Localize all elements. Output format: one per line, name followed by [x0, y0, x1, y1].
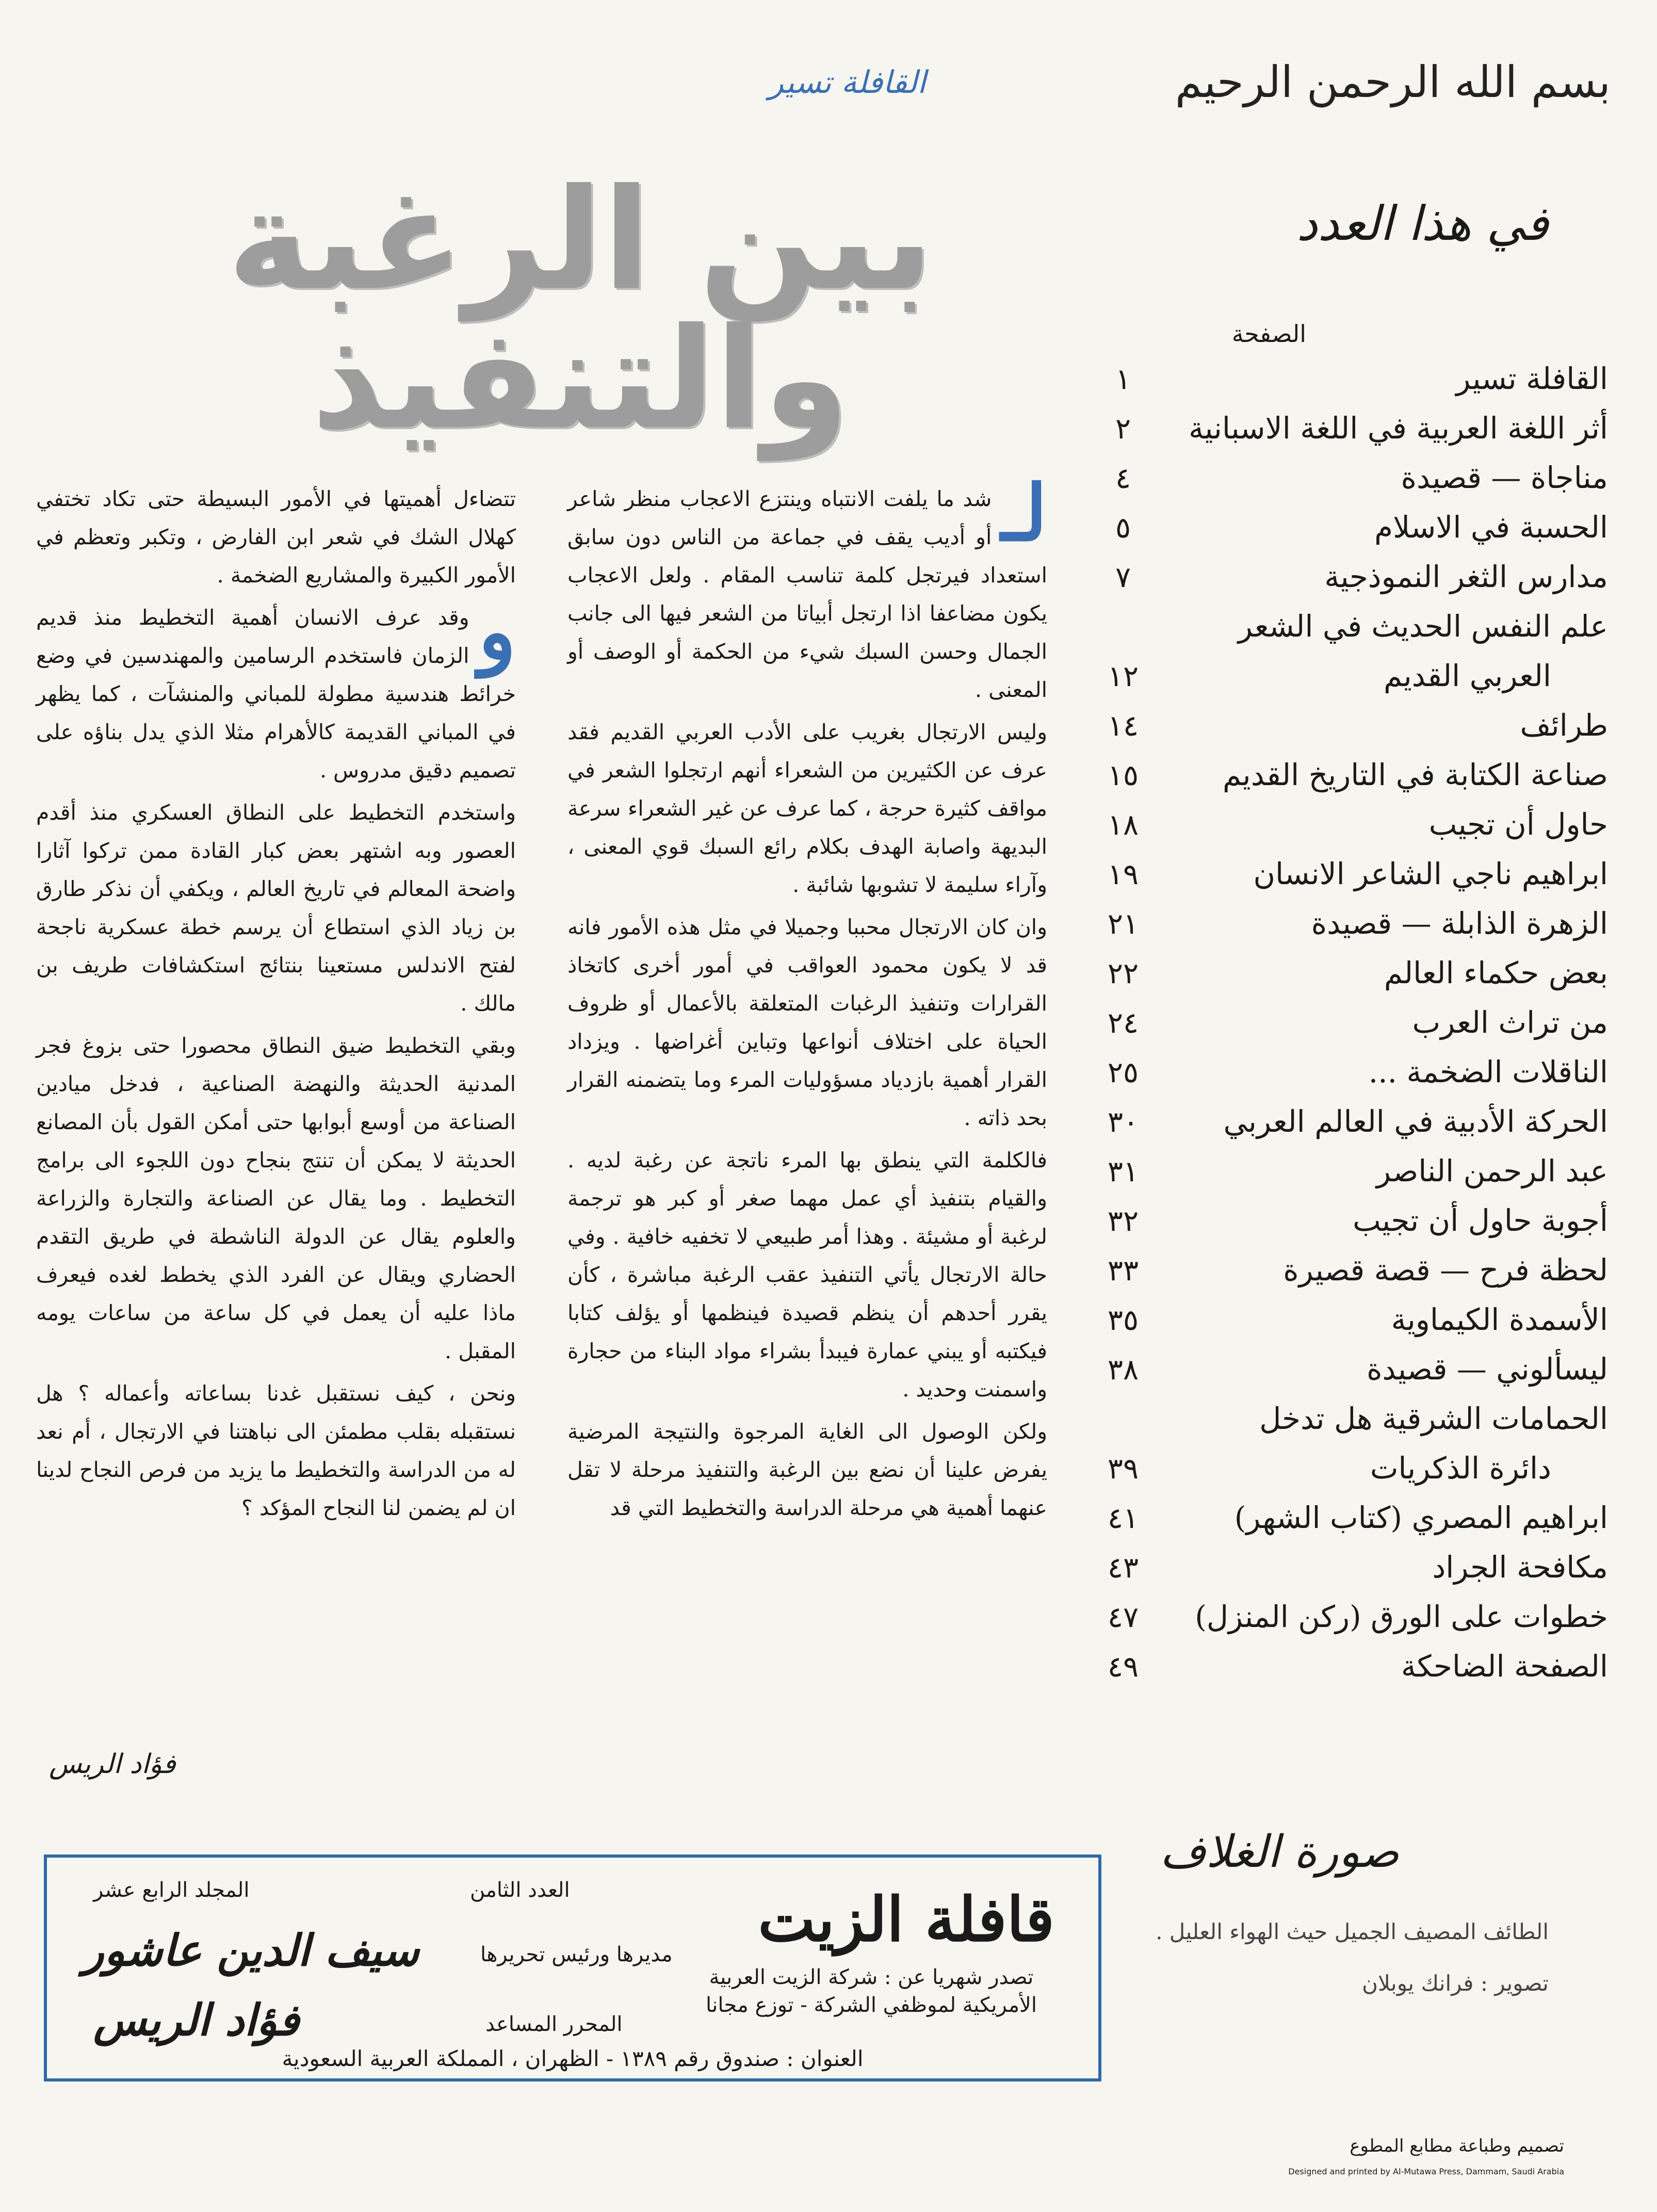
toc-item-page: ١٥ — [1107, 759, 1139, 792]
toc-item — [1087, 955, 1608, 1005]
toc-item-page: ١٩ — [1107, 858, 1139, 891]
toc-item-title: دائرة الذكريات — [1370, 1451, 1551, 1486]
toc-item-title: أثر اللغة العربية في اللغة الاسبانية — [1189, 411, 1608, 446]
toc-item-page: ٣٨ — [1107, 1353, 1139, 1387]
toc-item — [1087, 1104, 1608, 1153]
toc-item-page: ٧ — [1115, 561, 1131, 594]
cover-photo-credit: تصوير : فرانك يوبلان — [1362, 1971, 1549, 1996]
toc-item-page: ١ — [1115, 363, 1131, 396]
toc-item-page: ٤١ — [1107, 1502, 1139, 1535]
issue-label: العدد الثامن — [470, 1878, 570, 1902]
toc-item-title: عبد الرحمن الناصر — [1376, 1153, 1608, 1189]
paragraph: ولكن الوصول الى الغاية المرجوة والنتيجة المرضية يفرض علينا أن نضع بين الرغبة والتنفيذ مرحلة لا تقل عنهما أهمية هي مرحلة الدراسة والتخطيط التي قد — [567, 1419, 1047, 1520]
drop-cap: و — [478, 587, 516, 677]
toc-item-page: ٣١ — [1107, 1155, 1139, 1189]
toc-item-title: القافلة تسير — [1456, 361, 1608, 396]
address: العنوان : صندوق رقم ١٣٨٩ - الظهران ، المملكة العربية السعودية — [282, 2046, 864, 2071]
toc-item — [1087, 1599, 1608, 1649]
toc-item-title: ليسألوني — قصيدة — [1367, 1352, 1608, 1387]
toc-item-page: ٣٠ — [1107, 1105, 1139, 1139]
toc-item-title: صناعة الكتابة في التاريخ القديم — [1222, 757, 1608, 792]
basmala: بسم الله الرحمن الرحيم — [1175, 57, 1611, 107]
article-title: بين الرغبة والتنفيذ — [227, 158, 934, 460]
toc-item-title: مدارس الثغر النموذجية — [1324, 559, 1608, 594]
toc-item-page: ٢٢ — [1107, 957, 1139, 990]
toc-item-title: ابراهيم ناجي الشاعر الانسان — [1253, 856, 1608, 891]
paragraph — [36, 587, 516, 789]
editor-role: مديرها ورئيس تحريرها — [480, 1943, 673, 1966]
paragraph: واستخدم التخطيط على النطاق العسكري منذ أقدم العصور وبه اشتهر بعض كبار القادة ممن تركوا آثارا واضحة المعالم في تاريخ العالم ، ويكفي أن نذكر طارق بن زياد الذي استطاع أن يرسم خطة عسكرية ناجحة لفتح الاندلس مستعينا بنتائج استكشافات طريف بن مالك . — [36, 800, 516, 1016]
toc-item-title: الزهرة الذابلة — قصيدة — [1311, 906, 1608, 941]
toc-item-page: ٥ — [1115, 511, 1131, 545]
toc-item-page: ٤٩ — [1107, 1650, 1139, 1684]
series-title: القافلة تسير — [769, 64, 926, 101]
toc-item-page: ١٨ — [1107, 808, 1139, 842]
toc-item — [1087, 460, 1608, 510]
toc-item-title: بعض حكماء العالم — [1384, 955, 1608, 990]
toc-item — [1087, 1500, 1608, 1550]
toc-item-page: ١٤ — [1107, 709, 1139, 743]
toc-item-title: الحركة الأدبية في العالم العربي — [1223, 1104, 1608, 1139]
toc-item-title: ابراهيم المصري (كتاب الشهر) — [1234, 1500, 1608, 1535]
toc-item — [1087, 1005, 1608, 1054]
volume-label: المجلد الرابع عشر — [93, 1878, 250, 1902]
toc-item-title: حاول أن تجيب — [1428, 807, 1608, 842]
toc-item — [1087, 807, 1608, 856]
toc-item-title: العربي القديم — [1383, 658, 1551, 693]
toc-page-label: الصفحة — [1231, 320, 1306, 348]
toc-item-title: لحظة فرح — قصة قصيرة — [1283, 1253, 1608, 1288]
toc-item — [1087, 1203, 1608, 1253]
toc-item — [1087, 757, 1608, 807]
paragraph: فالكلمة التي ينطق بها المرء ناتجة عن رغبة لديه . والقيام بتنفيذ أي عمل مهما صغر أو كبر هو ترجمة لرغبة أو مشيئة . وهذا أمر طبيعي لا تخفيه خافية . وفي حالة الارتجال يأتي التنفيذ عقب الرغبة مباشرة ، كأن يقرر أحدهم أن ينظم قصيدة فينظمها أو يؤلف كتابا فيكتبه أو يبني عمارة فيبدأ بشراء مواد البناء من حجارة واسمنت وحديد . — [567, 1148, 1047, 1402]
toc-item-page: ٢١ — [1107, 907, 1139, 941]
toc-heading: في هذا العدد — [1296, 196, 1549, 251]
author-signature: فؤاد الريس — [49, 1749, 176, 1780]
toc-item — [1087, 1352, 1608, 1401]
toc-item — [1087, 1550, 1608, 1599]
toc-item — [1087, 1649, 1608, 1698]
paragraph: شد ما يلفت الانتباه وينتزع الاعجاب منظر شاعر أو أديب يقف في جماعة من الناس دون سابق استعداد فيرتجل كلمة تناسب المقام . ولعل الاعجاب يكون مضاعفا اذا ارتجل أبياتا من الشعر فيها الى جانب الجمال وحسن السبك شيء من الحكمة أو الوصف أو المعنى . — [567, 486, 1047, 702]
toc-item-title: من تراث العرب — [1412, 1005, 1608, 1040]
toc-item — [1087, 1302, 1608, 1352]
toc-item-title: علم النفس الحديث في الشعر — [1238, 609, 1608, 644]
toc-item-page: ٤٣ — [1107, 1551, 1139, 1585]
printer-credit-english: Designed and printed by Al-Mutawa Press, Dammam, Saudi Arabia — [1288, 2167, 1564, 2176]
masthead-box — [44, 1855, 1101, 2081]
toc-item-title: أجوبة حاول أن تجيب — [1353, 1203, 1608, 1238]
toc-item-page: ١٢ — [1107, 660, 1139, 693]
toc-item-page: ٣٥ — [1107, 1304, 1139, 1337]
toc-item-title: مناجاة — قصيدة — [1401, 460, 1608, 495]
toc-item-title: الصفحة الضاحكة — [1401, 1649, 1608, 1684]
toc-item — [1087, 510, 1608, 559]
toc-item-title: الأسمدة الكيماوية — [1391, 1302, 1608, 1337]
toc-item — [1087, 559, 1608, 609]
paragraph: وليس الارتجال بغريب على الأدب العربي القديم فقد عرف عن الكثيرين من الشعراء أنهم ارتجلوا الشعر في مواقف كثيرة حرجة ، كما عرف عن غير الشعراء سرعة البديهة واصابة الهدف بكلام رائع السبك قوي المعنى ، وآراء سليمة لا تشوبها شائبة . — [567, 720, 1047, 897]
toc-item-page: ٤ — [1115, 462, 1131, 495]
cover-heading: صورة الغلاف — [1160, 1826, 1399, 1878]
toc-item — [1087, 658, 1608, 708]
toc-item-page: ٣٩ — [1107, 1452, 1139, 1486]
toc-item — [1087, 411, 1608, 460]
toc-item-page: ٢٤ — [1107, 1006, 1139, 1040]
toc-item — [1087, 906, 1608, 955]
paragraph: وبقي التخطيط ضيق النطاق محصورا حتى بزوغ فجر المدنية الحديثة والنهضة الصناعية ، فدخل ميادين الصناعة من أوسع أبوابها حتى أمكن القول بأن المصانع الحديثة لا يمكن أن تنتج بنجاح دون اللجوء الى برامج التخطيط . وما يقال عن الصناعة والتجارة والزراعة والعلوم يقال عن الدولة الناشطة في طريق التقدم الحضاري ويقال عن الفرد الذي يخطط لغده فيعرف ماذا عليه أن يعمل في كل ساعة من ساعات يومه المقبل . — [36, 1033, 516, 1363]
toc-item — [1087, 1451, 1608, 1500]
paragraph: ونحن ، كيف نستقبل غدنا بساعاته وأعماله ؟ هل نستقبله بقلب مطمئن الى نباهتنا في الارتجال ، أم نعد له من الدراسة والتخطيط ما يزيد من فرص النجاح لدينا ان لم يضمن لنا النجاح المؤكد ؟ — [36, 1381, 516, 1520]
toc-item-title: مكافحة الجراد — [1432, 1550, 1608, 1585]
toc-item — [1087, 361, 1608, 411]
paragraph: وان كان الارتجال محببا وجميلا في مثل هذه الأمور فانه قد لا يكون محمود العواقب في أمور أخرى كاتخاذ القرارات وتنفيذ الرغبات المتعلقة بالأعمال أو ظروف الحياة على اختلاف أنواعها وتباين أغراضها . ويزداد القرار أهمية بازدياد مسؤوليات المرء وما يتضمنه القرار بحد ذاته . — [567, 915, 1047, 1130]
table-of-contents — [1087, 361, 1608, 1698]
toc-item-title: الحمامات الشرقية هل تدخل — [1259, 1401, 1608, 1436]
drop-cap: لـ — [1001, 468, 1047, 559]
publisher-info: تصدر شهريا عن : شركة الزيت العربية الأمريكية لموظفي الشركة - توزع مجانا — [706, 1965, 1037, 2017]
toc-item-title: الناقلات الضخمة ... — [1368, 1054, 1608, 1089]
toc-item — [1087, 1253, 1608, 1302]
editor-name: سيف الدين عاشور — [83, 1925, 419, 1976]
toc-item-page: ٢٥ — [1107, 1056, 1139, 1089]
toc-item-page: ٤٧ — [1107, 1601, 1139, 1634]
article-column-2 — [36, 480, 516, 1531]
toc-item — [1087, 856, 1608, 906]
toc-item — [1087, 1054, 1608, 1104]
printer-credit-arabic: تصميم وطباعة مطابع المطوع — [1350, 2136, 1564, 2156]
toc-item — [1087, 708, 1608, 757]
article-column-1 — [567, 468, 1047, 1531]
toc-item-page: ٣٢ — [1107, 1205, 1139, 1238]
toc-item — [1087, 1401, 1608, 1451]
toc-item-title: الحسبة في الاسلام — [1374, 510, 1608, 545]
toc-item-title: طرائف — [1520, 708, 1608, 743]
toc-item-title: خطوات على الورق (ركن المنزل) — [1195, 1599, 1608, 1634]
cover-caption: الطائف المصيف الجميل حيث الهواء العليل . — [1156, 1919, 1549, 1944]
paragraph: تتضاءل أهميتها في الأمور البسيطة حتى تكاد تختفي كهلال الشك في شعر ابن الفارض ، وتكبر وتعظم في الأمور الكبيرة والمشاريع الضخمة . — [36, 486, 516, 588]
toc-item-page: ٢ — [1115, 412, 1131, 446]
toc-item — [1087, 609, 1608, 658]
assistant-editor-name: فؤاد الريس — [93, 1994, 300, 2045]
paragraph-text: وقد عرف الانسان أهمية التخطيط منذ قديم الزمان فاستخدم الرسامين والمهندسين في وضع خرائط هندسية مطولة للمباني والمنشآت ، كما يظهر في المباني القديمة كالأهرام مثلا الذي يدل بناؤه على تصميم دقيق مدروس . — [36, 605, 516, 783]
toc-item — [1087, 1153, 1608, 1203]
assistant-editor-role: المحرر المساعد — [485, 2012, 623, 2036]
toc-item-page: ٣٣ — [1107, 1254, 1139, 1288]
magazine-name: قافلة الزيت — [758, 1883, 1054, 1955]
